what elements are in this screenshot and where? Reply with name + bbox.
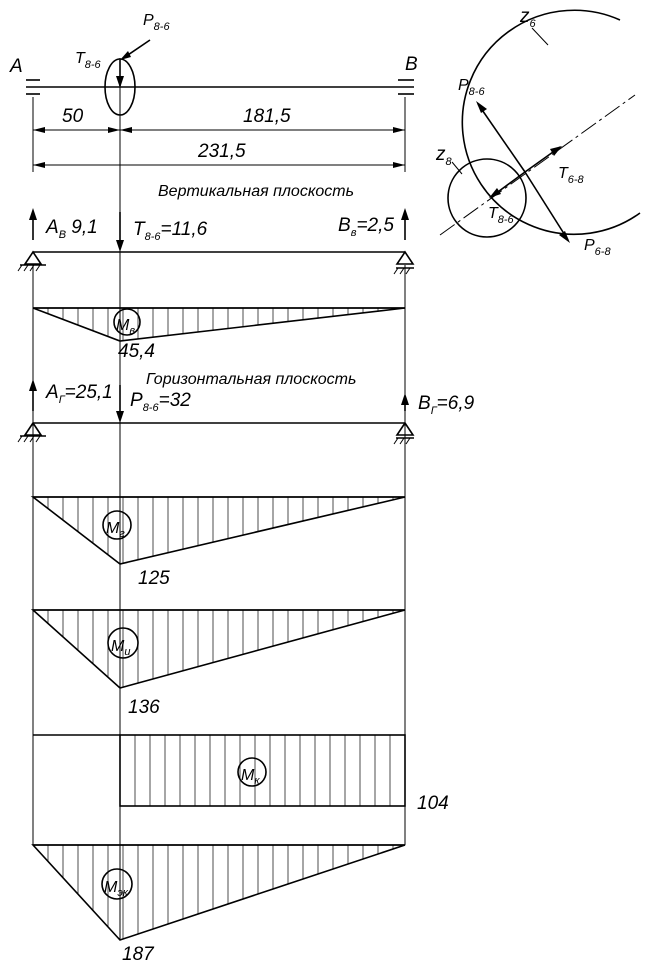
moment-equivalent-diagram xyxy=(33,845,405,965)
moment-equivalent-symbol: $M_{эк}$ xyxy=(104,879,128,899)
dim-50-label: 50 xyxy=(62,106,84,127)
moment-horizontal-symbol: $M_г$ xyxy=(106,520,125,540)
vertical-plane xyxy=(18,183,414,274)
horizontal-plane xyxy=(18,371,475,444)
shaft-sketch xyxy=(9,12,418,172)
moment-vertical-diagram xyxy=(33,308,405,362)
moment-bending-shape xyxy=(33,610,405,688)
gear-z6-arc xyxy=(462,10,640,234)
vertical-plane-title: Вертикальная плоскость xyxy=(158,183,355,200)
vertical-rb-label: $B_в=2,5$ xyxy=(338,215,394,239)
moment-vertical-value: 45,4 xyxy=(118,341,155,362)
horizontal-plane-title: Горизонтальная плоскость xyxy=(146,371,357,388)
torque-rect xyxy=(120,735,405,806)
dim-181-label: 181,5 xyxy=(243,106,291,127)
label-z8: $z_8$ xyxy=(436,144,452,168)
label-t86: $T_{8-6}$ xyxy=(488,205,514,226)
moment-bending-diagram xyxy=(33,610,405,718)
mesh-p68-arrow xyxy=(525,172,568,240)
torque-symbol: $M_к$ xyxy=(241,767,260,787)
moment-horizontal-shape xyxy=(33,497,405,564)
dim-231-label: 231,5 xyxy=(198,141,246,162)
centre-line xyxy=(440,95,635,235)
horizontal-ra-label: $A_Г=25,1$ xyxy=(46,382,113,406)
torque-value: 104 xyxy=(417,793,449,814)
support-label-b: B xyxy=(405,54,418,75)
horizontal-p-label: $P_{8-6}=32$ xyxy=(130,390,191,414)
top-t-label: $T_{8-6}$ xyxy=(75,50,101,71)
moment-vertical-shape xyxy=(33,308,405,341)
label-p68: $P_{6-8}$ xyxy=(584,237,611,258)
moment-bending-value: 136 xyxy=(128,697,160,718)
moment-equivalent-shape xyxy=(33,845,405,940)
label-t68: $T_{6-8}$ xyxy=(558,165,584,186)
support-label-a: A xyxy=(10,56,23,77)
moment-vertical-symbol: $M_в$ xyxy=(116,317,136,337)
torque-diagram xyxy=(33,735,449,814)
vertical-t-label: $T_{8-6}=11,6$ xyxy=(133,219,208,243)
moment-horizontal-value: 125 xyxy=(138,568,170,589)
label-p86: $P_{8-6}$ xyxy=(458,77,485,98)
label-z6: $z_6$ xyxy=(520,6,536,30)
moment-horizontal-diagram xyxy=(33,497,405,589)
vertical-ra-label: $A_В$ 9,1 xyxy=(46,217,98,241)
top-p-label: $P_{8-6}$ xyxy=(143,12,170,33)
moment-equivalent-value: 187 xyxy=(122,944,154,965)
horizontal-rb-label: $B_Г=6,9$ xyxy=(418,393,475,417)
gear-mesh-sketch xyxy=(435,6,640,258)
moment-bending-symbol: $M_и$ xyxy=(111,638,131,658)
